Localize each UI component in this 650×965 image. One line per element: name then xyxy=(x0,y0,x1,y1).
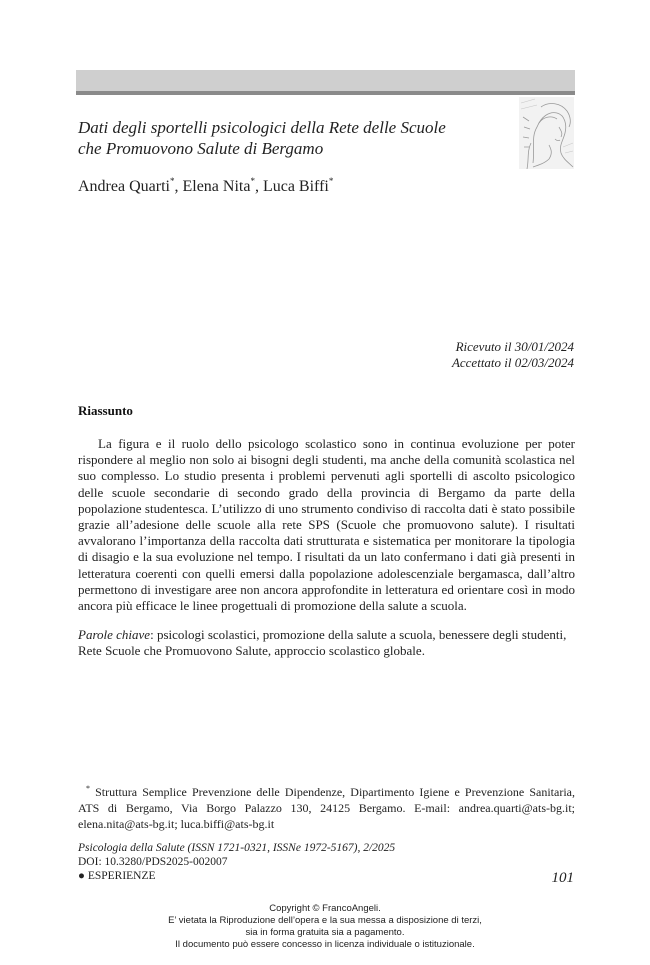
page-number: 101 xyxy=(551,870,574,886)
journal-info xyxy=(78,841,395,883)
author-separator: , xyxy=(174,178,183,195)
affiliation-mark: * xyxy=(169,176,175,186)
section-label: ● ESPERIENZE xyxy=(78,870,156,882)
author-name: Elena Nita xyxy=(182,178,251,195)
doi: DOI: 10.3280/PDS2025-002007 xyxy=(78,856,228,868)
author-list xyxy=(78,176,333,196)
title-line-1: Dati degli sportelli psicologici della Rete delle Scuole xyxy=(78,118,446,137)
header-rule xyxy=(76,91,575,95)
copyright-notice xyxy=(0,903,650,951)
keywords-label: Parole chiave xyxy=(78,627,151,642)
copyright-line-1: Copyright © FrancoAngeli. xyxy=(269,903,381,914)
copyright-line-2: E’ vietata la Riproduzione dell’opera e la sua messa a disposizione di terzi, xyxy=(168,915,482,926)
affiliation-footnote xyxy=(78,781,575,832)
submission-dates xyxy=(452,339,574,371)
author-name: Andrea Quarti xyxy=(78,178,170,195)
header-band xyxy=(76,70,575,91)
author-name: Luca Biffi xyxy=(262,178,329,195)
affiliation-mark: * xyxy=(250,176,255,186)
accepted-date: Accettato il 02/03/2024 xyxy=(451,355,574,370)
abstract-body: La figura e il ruolo dello psicologo scolastico sono in continua evoluzione per poter rispondere al meglio non solo ai bisogni degli studenti, ma anche della comunità scolastica nel suo complesso. Lo studio presenta i problemi pervenuti agli sportelli di ascolto psicologico delle scuole secondarie di secondo grado della provincia di Bergamo da parte della popolazione studentesca. L’utilizzo di uno strumento condiviso di raccolta dati è stato possibile grazie all’adesione delle scuole alla rete SPS (Scuole che promuovono salute). I risultati avvalorano l’importanza della raccolta dati strutturata e sistematica per monitorare la tipologia di disagio e la sua evoluzione nel tempo. I risultati da un lato confermano i dati già presenti in letteratura coerenti con quelli emersi dalla popolazione adolescenziale bergamasca, dall’altro permettono di investigare aree non ancora approfondite in letteratura ed orientare così in modo ancora più efficace le linee progettuali di promozione della salute a scuola. xyxy=(78,436,575,614)
footnote-text: Struttura Semplice Prevenzione delle Dipendenze, Dipartimento Igiene e Prevenzione Sanitaria, ATS di Bergamo, Via Borgo Palazzo 130, 24125 Bergamo. E-mail: andrea.quarti@ats-bg.it; elena.nita@ats-bg.it; luca.biffi@ats-bg.it xyxy=(78,785,575,831)
keywords-text: : psicologi scolastici, promozione della salute a scuola, benessere degli studenti, Rete Scuole che Promuovono Salute, approccio scolastico globale. xyxy=(78,627,567,659)
article-title xyxy=(78,117,498,159)
journal-citation: Psicologia della Salute (ISSN 1721-0321, ISSNe 1972-5167), 2/2025 xyxy=(78,842,396,854)
keywords-paragraph xyxy=(78,627,575,659)
author-separator: , xyxy=(254,178,263,195)
copyright-line-4: Il documento può essere concesso in licenza individuale o istituzionale. xyxy=(175,939,475,950)
received-date: Ricevuto il 30/01/2024 xyxy=(455,339,574,354)
abstract-heading: Riassunto xyxy=(78,403,133,418)
title-line-2: che Promuovono Salute di Bergamo xyxy=(78,139,324,158)
affiliation-mark: * xyxy=(328,176,334,186)
footnote-mark: * xyxy=(86,784,90,793)
copyright-line-3: sia in forma gratuita sia a pagamento. xyxy=(245,927,405,938)
portrait-engraving-logo xyxy=(519,97,574,169)
